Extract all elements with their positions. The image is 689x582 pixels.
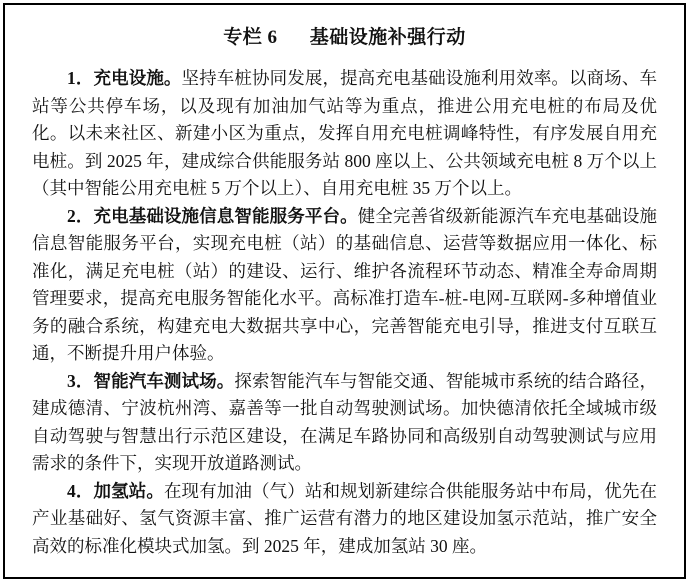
panel-border — [3, 3, 686, 579]
paragraph-text: 坚持车桩协同发展，提高充电基础设施利用效率。以商场、车站等公共停车场，以及现有加油加气站等为重点，推进公用充电桩的布局及优化。以未来社区、新建小区为重点，发挥自用充电桩调峰特性，有序发展自用充电桩。到 2025 年，建成综合供能服务站 800 座以上、公共领域充电桩 8 万个以上（其中智能公用充电桩 5 万个以上）、自用充电桩 35 万个以上。 — [32, 68, 657, 198]
panel-title-prefix: 专栏 6 — [223, 27, 278, 48]
paragraph-lead: 4．加氢站。 — [67, 480, 164, 501]
panel-title — [32, 25, 657, 51]
panel-title-text: 基础设施补强行动 — [309, 27, 466, 48]
paragraph-lead: 1．充电设施。 — [67, 68, 182, 88]
paragraph-text: 健全完善省级新能源汽车充电基础设施信息智能服务平台，实现充电桩（站）的基础信息、运营等数据应用一体化、标准化，满足充电桩（站）的建设、运行、维护各流程环节动态、精准全寿命周期管理要求，提高充电服务智能化水平。高标准打造车-桩-电网-互联网-多种增值业务的融合系统，构建充电大数据共享中心，完善智能充电引导，推进支付互联互通，不断提升用户体验。 — [32, 205, 658, 363]
paragraph-text: 探索智能汽车与智能交通、智能城市系统的结合路径，建成德清、宁波杭州湾、嘉善等一批自动驾驶测试场。加快德清依托全域城市级自动驾驶与智慧出行示范区建设，在满足车路协同和高级别自动驾驶测试与应用需求的条件下，实现开放道路测试。 — [32, 370, 658, 473]
paragraph-lead: 2．充电基础设施信息智能服务平台。 — [67, 205, 358, 226]
paragraph-text: 在现有加油（气）站和规划新建综合供能服务站中布局，优先在产业基础好、氢气资源丰富、推广运营有潜力的地区建设加氢示范站，推广安全高效的标准化模块式加氢。到 2025 年，建成加氢站 30 座。 — [32, 480, 658, 556]
paragraph-lead: 3．智能汽车测试场。 — [67, 370, 235, 391]
paragraph-smart-car-test-field — [32, 368, 657, 478]
paragraph-hydrogen-stations — [32, 478, 657, 561]
paragraph-charging-facilities — [32, 65, 657, 203]
paragraph-charging-info-platform — [32, 203, 657, 368]
